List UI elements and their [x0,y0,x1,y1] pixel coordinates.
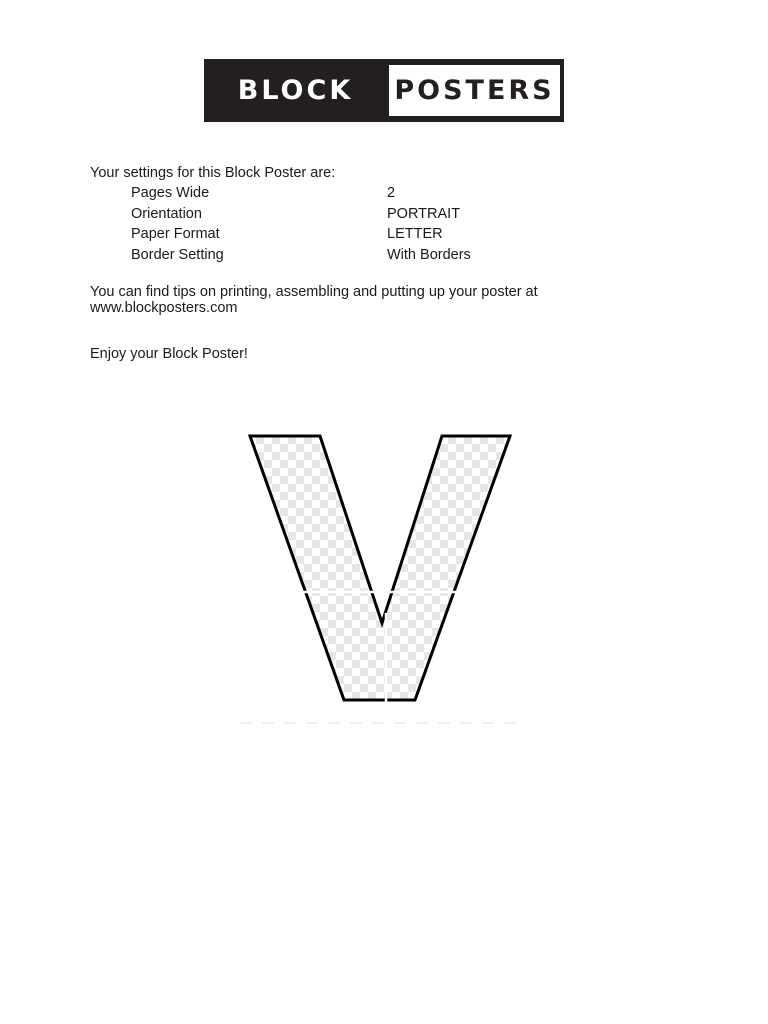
setting-row-pages-wide [131,185,551,206]
setting-label: Pages Wide [131,185,210,201]
settings-list [131,185,551,268]
logo-block-word: BLOCK [237,75,354,106]
tips-paragraph [90,284,538,316]
logo-posters-word: POSTERS [389,65,560,116]
letter-v-shape [250,436,510,700]
setting-row-orientation [131,206,551,227]
tips-line: You can find tips on printing, assembling and putting up your poster at [90,284,538,300]
setting-row-border-setting [131,247,551,268]
setting-label: Border Setting [131,247,224,264]
setting-label: Orientation [131,205,202,222]
setting-value: PORTRAIT [387,205,461,222]
settings-intro: Your settings for this Block Poster are: [90,165,336,181]
setting-row-paper-format [131,226,551,247]
block-posters-logo [204,59,564,122]
setting-label: Paper Format [131,226,220,243]
setting-value: LETTER [387,226,443,243]
poster-preview-letter-v [232,428,532,738]
enjoy-message: Enjoy your Block Poster! [90,346,248,362]
setting-value: 2 [387,185,396,201]
setting-value: With Borders [387,247,471,264]
website-url: www.blockposters.com [90,300,238,316]
